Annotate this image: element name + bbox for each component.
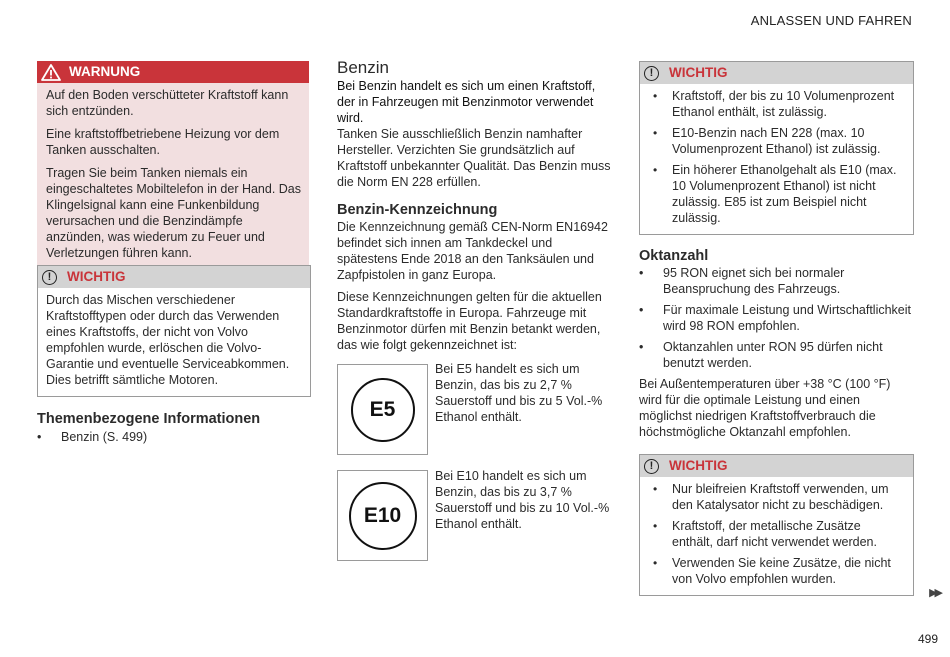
related-info-title: Themenbezogene Informationen — [37, 411, 261, 427]
exclamation-circle-icon: ! — [644, 66, 659, 81]
warning-body — [37, 83, 309, 269]
e5-description: Bei E5 handelt es sich um Benzin, das bis zu 2,7 % Sauerstoff und bis zu 5 Vol.-% Ethanol enthält. — [435, 362, 603, 424]
related-info-section — [37, 410, 309, 450]
warning-paragraph: Auf den Boden verschütteter Kraftstoff kann sich entzünden. — [46, 88, 289, 118]
wichtig-list-item: • Kraftstoff, der bis zu 10 Volumenprozent Ethanol enthält, ist zulässig. — [648, 88, 905, 120]
e10-description: Bei E10 handelt es sich um Benzin, das bis zu 3,7 % Sauerstoff und bis zu 10 Vol.-% Ethanol enthält. — [435, 469, 610, 531]
octane-title: Oktanzahl — [639, 248, 709, 264]
wichtig-box-ethanol — [639, 61, 914, 235]
e10-emblem-frame — [337, 470, 428, 561]
wichtig-list-item: • Verwenden Sie keine Zusätze, die nicht von Volvo empfohlen wurden. — [648, 555, 905, 587]
wichtig-list-item: • Ein höherer Ethanolgehalt als E10 (max. 10 Volumenprozent Ethanol) ist nicht zulässig. E85 ist zum Beispiel nicht zulässig. — [648, 162, 905, 226]
wichtig-header — [640, 62, 913, 84]
e5-emblem: E5 — [351, 378, 415, 442]
page-number: 499 — [917, 632, 938, 646]
exclamation-circle-icon: ! — [42, 270, 57, 285]
e5-emblem-frame — [337, 364, 428, 455]
wichtig-title: WICHTIG — [669, 65, 728, 80]
wichtig-header — [640, 455, 913, 477]
wichtig-list-item: • Kraftstoff, der metallische Zusätze enthält, darf nicht verwendet werden. — [648, 518, 905, 550]
section-title: ANLASSEN UND FAHREN — [750, 13, 912, 28]
wichtig-box-fuel-mixing — [37, 265, 311, 397]
wichtig-body — [38, 288, 310, 396]
wichtig-title: WICHTIG — [67, 269, 126, 284]
benzin-title: Benzin — [337, 58, 389, 77]
wichtig-box-additives — [639, 454, 914, 596]
wichtig-body — [640, 477, 913, 595]
wichtig-body — [640, 84, 913, 234]
wichtig-list-item: • E10-Benzin nach EN 228 (max. 10 Volumenprozent Ethanol) ist zulässig. — [648, 125, 905, 157]
related-info-list — [37, 429, 309, 445]
warning-box — [37, 61, 309, 269]
octane-section — [639, 247, 912, 440]
benzin-section — [337, 58, 611, 353]
marking-title: Benzin-Kennzeichnung — [337, 202, 498, 218]
benzin-lead: Bei Benzin handelt es sich um einen Kraftstoff, der in Fahrzeugen mit Benzinmotor verwendet wird. — [337, 79, 596, 125]
next-page-arrow-icon[interactable]: ▶▶ — [929, 587, 940, 599]
octane-list-item: • Oktanzahlen unter RON 95 dürfen nicht benutzt werden. — [639, 339, 912, 371]
wichtig-text: Durch das Mischen verschiedener Kraftstofftypen oder durch das Verwenden eines Kraftstoffs, der nicht von Volvo empfohlen wurde, erlöschen die Volvo-Garantie und eventuelle Serviceabkommen. Dies betrifft sämtliche Motoren. — [46, 293, 290, 387]
warning-paragraph: Tragen Sie beim Tanken niemals ein eingeschaltetes Mobiltelefon in der Hand. Das Klingelsignal kann eine Funkenbildung verursachen und die Benzindämpfe anzünden, was wiederum zu Feuer und Verletzungen führen kann. — [46, 166, 302, 260]
warning-header — [37, 61, 309, 83]
warning-triangle-icon — [41, 64, 61, 81]
benzin-intro: Tanken Sie ausschließlich Benzin namhafter Hersteller. Verzichten Sie grundsätzlich auf Kraftstoff unbekannter Qualität. Das Benzin muss die Norm EN 228 erfüllen. — [337, 127, 611, 189]
related-info-link[interactable]: • Benzin (S. 499) — [37, 429, 309, 445]
octane-note: Bei Außentemperaturen über +38 °C (100 °F) wird für die optimale Leistung und einen möglichst niedrigen Kraftstoffverbrauch die höchstmögliche Oktanzahl empfohlen. — [639, 377, 891, 439]
octane-list-item: • Für maximale Leistung und Wirtschaftlichkeit wird 98 RON empfohlen. — [639, 302, 912, 334]
wichtig-header — [38, 266, 310, 288]
octane-list-item: • 95 RON eignet sich bei normaler Beanspruchung des Fahrzeugs. — [639, 265, 912, 297]
marking-paragraph-2: Diese Kennzeichnungen gelten für die aktuellen Standardkraftstoffe in Europa. Fahrzeuge mit Benzinmotor dürfen mit Benzin betankt werden, das wie folgt gekennzeichnet ist: — [337, 290, 602, 352]
marking-paragraph-1: Die Kennzeichnung gemäß CEN-Norm EN16942 befindet sich innen am Tankdeckel und spätestens Ende 2018 an den Tanksäulen und Zapfpistolen in ganz Europa. — [337, 220, 608, 282]
warning-paragraph: Eine kraftstoffbetriebene Heizung vor dem Tanken ausschalten. — [46, 127, 280, 157]
warning-title: WARNUNG — [69, 64, 141, 79]
wichtig-title: WICHTIG — [669, 458, 728, 473]
e10-emblem: E10 — [349, 482, 417, 550]
octane-list — [639, 265, 912, 371]
exclamation-circle-icon: ! — [644, 459, 659, 474]
wichtig-list-item: • Nur bleifreien Kraftstoff verwenden, um den Katalysator nicht zu beschädigen. — [648, 481, 905, 513]
